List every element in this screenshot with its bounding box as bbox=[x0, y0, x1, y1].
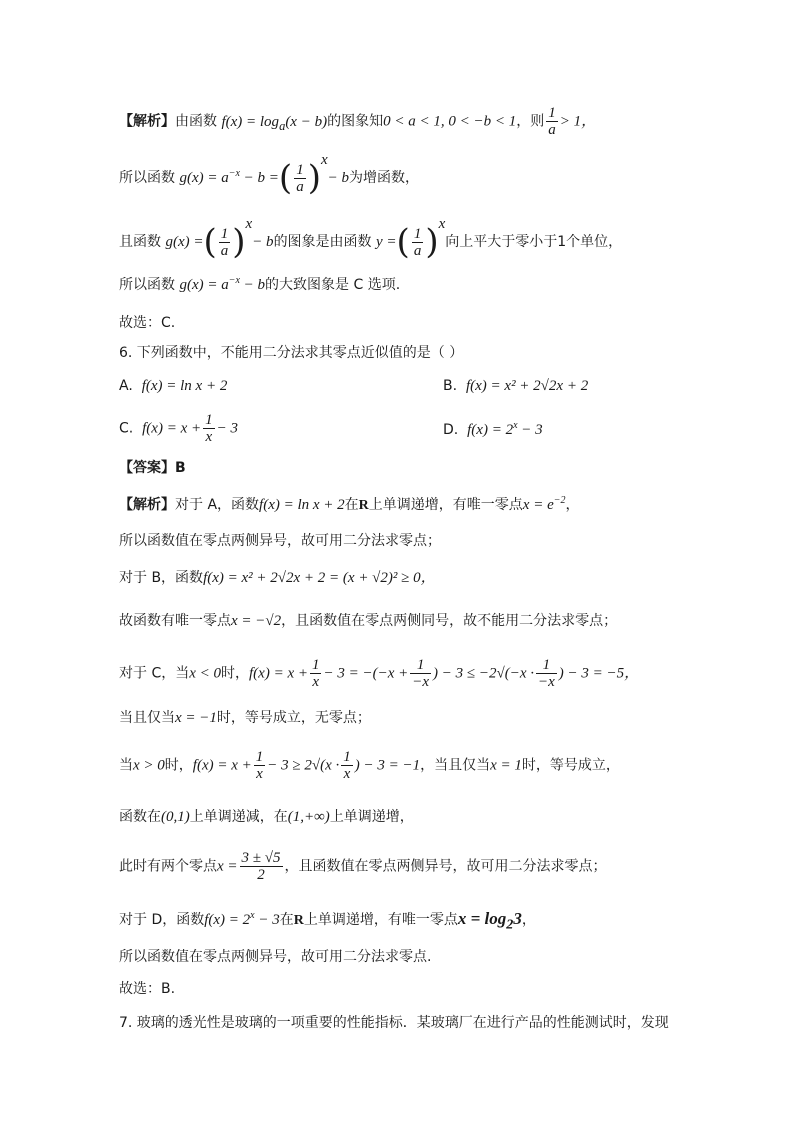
analysis-c-2: 当且仅当x = −1时，等号成立，无零点； bbox=[119, 710, 371, 726]
analysis-line-2: 所以函数 $g(x) = a^{-x} - b$ =( $\frac{1}{a}$ )$^x$− b为增函数， bbox=[119, 152, 419, 198]
text: 的大致图象是 C 选项. bbox=[265, 277, 401, 293]
question-6: 6. 下列函数中，不能用二分法求其零点近似值的是（ ） bbox=[119, 345, 464, 361]
text: 为增函数， bbox=[349, 170, 419, 186]
analysis-line-4 bbox=[119, 274, 400, 294]
choose-b: 故选：B. bbox=[119, 981, 176, 997]
analysis-tag: 【解析】 bbox=[119, 113, 175, 130]
analysis-d: 对于 D，函数$f(x) = 2^x - 3$在R上单调递增，有唯一零点$x = \log_23$， bbox=[119, 909, 536, 933]
text: 的图象是由函数 bbox=[273, 234, 372, 250]
choose-line: 故选：C. bbox=[119, 315, 176, 331]
formula: − b bbox=[252, 234, 274, 250]
analysis-c-4: 函数在(0,1)上单调递减，在(1,+∞)上单调递增， bbox=[119, 809, 414, 825]
text: 向上平大于零小于1个单位， bbox=[445, 234, 623, 250]
formula: > 1， bbox=[559, 113, 597, 130]
formula: − b bbox=[327, 170, 349, 186]
option-c: C. f(x) = x + $\frac{1}{x}$ − 3 bbox=[119, 412, 238, 445]
text: ，则 bbox=[516, 113, 545, 130]
analysis-c: 对于 C，当x < 0时，f(x) = x + $\frac{1}{x}$ − 3 = −(−x + $\frac{1}{-x}$ ) − 3 ≤ −2√(−x · $\frac{1}{-x}$ ) − 3 = −5， bbox=[119, 657, 640, 690]
text: 由函数 bbox=[175, 113, 217, 130]
formula: y = bbox=[376, 234, 397, 250]
question-7: 7. 玻璃的透光性是玻璃的一项重要的性能指标．某玻璃厂在进行产品的性能测试时，发现 bbox=[119, 1015, 669, 1031]
option-a: A. f(x) = ln x + 2 bbox=[119, 378, 228, 394]
analysis-a: 【解析】对于 A，函数f(x) = ln x + 2在R上单调递增，有唯一零点$x = e^{-2}$， bbox=[119, 495, 580, 513]
option-b: B. f(x) = x² + 2√2x + 2 bbox=[443, 378, 589, 394]
formula: g(x) = bbox=[165, 234, 204, 250]
analysis-c-3: 当x > 0时，f(x) = x + $\frac{1}{x}$ − 3 ≥ 2√(x · $\frac{1}{x}$ ) − 3 = −1，当且仅当x = 1时，等号成立， bbox=[119, 749, 620, 782]
formula: 0 < a < 1, 0 < −b < 1 bbox=[383, 113, 517, 130]
text: 的图象知 bbox=[327, 113, 384, 130]
fraction: $\frac{1}{a}$ bbox=[548, 105, 556, 138]
formula: $g(x) = a^{-x} - b$ = bbox=[179, 168, 279, 186]
answer-line: 【答案】B bbox=[119, 460, 186, 476]
formula: $f(x) = \log_a(x - b)$ bbox=[221, 113, 328, 133]
fraction: $\frac{1}{a}$ bbox=[413, 225, 422, 259]
formula: $g(x) = a^{-x} - b$ bbox=[179, 275, 266, 293]
analysis-line-3: 且函数 g(x) =( $\frac{1}{a}$ )$^x$− b的图象是由函数 y =( $\frac{1}{a}$ )$^x$向上平大于零小于1个单位， bbox=[119, 216, 623, 262]
analysis-d-2: 所以函数值在零点两侧异号，故可用二分法求零点. bbox=[119, 949, 432, 965]
text: 所以函数 bbox=[119, 170, 175, 186]
fraction: $\frac{1}{a}$ bbox=[296, 161, 304, 195]
text: 且函数 bbox=[119, 234, 161, 250]
analysis-b-2: 故函数有唯一零点x = −√2，且函数值在零点两侧同号，故不能用二分法求零点； bbox=[119, 613, 618, 629]
text: 所以函数 bbox=[119, 277, 175, 293]
option-d: D. $f(x) = 2^x - 3$ bbox=[443, 420, 543, 438]
analysis-line-1 bbox=[119, 105, 596, 138]
fraction: $\frac{1}{a}$ bbox=[220, 225, 229, 259]
analysis-b: 对于 B，函数f(x) = x² + 2√2x + 2 = (x + √2)² ≥ 0， bbox=[119, 570, 436, 586]
analysis-a-2: 所以函数值在零点两侧异号，故可用二分法求零点； bbox=[119, 533, 441, 549]
analysis-c-5: 此时有两个零点x = $\frac{3 \pm √5}{2}$ ，且函数值在零点两侧异号，故可用二分法求零点； bbox=[119, 850, 607, 883]
